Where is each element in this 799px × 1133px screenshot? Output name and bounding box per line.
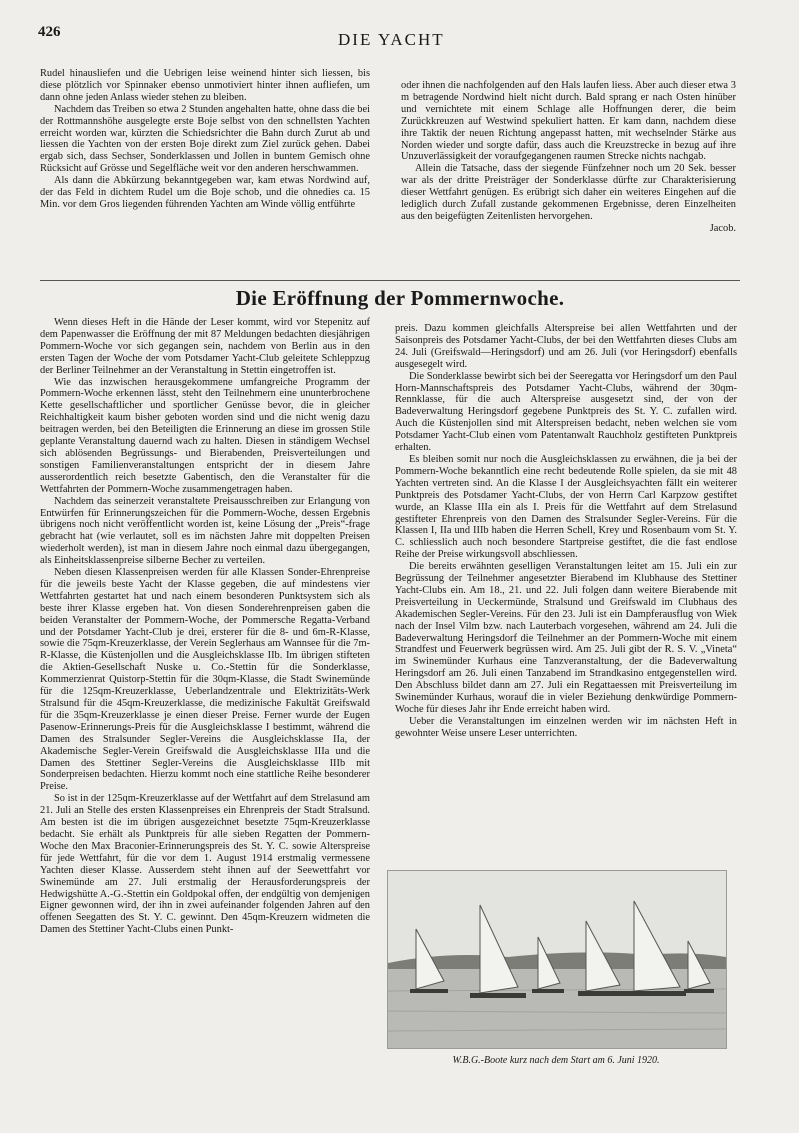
- article-left-column: [40, 317, 370, 936]
- page-number: 426: [38, 24, 61, 40]
- top-left-column: [40, 68, 370, 211]
- paragraph: Als dann die Abkürzung bekanntgegeben war, kam etwas Nordwind auf, der das Feld in dichtem Rudel um die Boje schob, und die ohnedies ca. 15 Min. vor dem Gros liegenden führenden Yachten am Winde völlig entführte: [40, 175, 370, 210]
- article-title: Die Eröffnung der Pommernwoche.: [235, 286, 565, 310]
- paragraph: Die bereits erwähnten geselligen Veranstaltungen leitet am 15. Juli ein zur Begrüssung der Teilnehmer angesetzter Bierabend im Klubhause des Stettiner Yacht-Clubs ein. Am 18., 21. und 22. Juli folgen dann weitere Bierabende mit Preisverteilung in Ueckermünde, Stralsund und Greifswald im Clubhaus des Akademischen Segler-Vereins. Für den 23. Juli ist ein Dampferausflug von Wiek nach der Insel Vilm bzw. nach Lauterbach vorgesehen, während am 24. Juli die Badeverwaltung Heringsdorf die Teilnehmer an der Pommern-Woche mit einem Strandfest und Feuerwerk begrüssen wird. Am 25. Juli gibt der R. S. V. „Vineta“ im Swinemünder Kurhaus eine Tanzveranstaltung, der die Badeverwaltung Heringsdorf am 26. Juli einen Tanzabend im Strandkasino entgegenstellen wird. Den Abschluss bildet dann am 27. Juli ein Regattaessen mit Preisverteilung im Swinemünder Kurhaus, worauf die in vieler Beziehung denkwürdige Pommern-Woche für dieses Jahr ihr Ende erreicht haben wird.: [395, 561, 737, 715]
- sailboat-photo: [387, 870, 727, 1049]
- paragraph: oder ihnen die nachfolgenden auf den Hals laufen liess. Aber auch dieser etwa 3 m betragende Nordwind hielt nicht durch. Bald sprang er nach Osten hinüber und vernichtete mit einem Schlage alle Hoffnungen derer, die beim Zurückkreuzen auf Westwind spekuliert hatten. Er kam dann, nachdem diese ihre Taktik der neuen Richtung angepasst hatten, mit wechselnder Stärke aus Norden wieder und sorgte dafür, dass auch die Kreuzstrecke in bezug auf ihre Unzuverlässigkeit der voraufgegangenen raumen Strecke nichts nachgab.: [401, 80, 736, 163]
- paragraph: Allein die Tatsache, dass der siegende Fünfzehner noch um 20 Sek. besser war als der dritte Preisträger der Sonderklasse dürfte zur Charakterisierung dieser Wettfahrt genügen. Es erübrigt sich daher ein weiteres Eingehen auf die lediglich durch Zufall zustande gekommenen Ergebnisse, deren Einzelheiten aus den beigefügten Zeitenlisten hervorgehen.: [401, 163, 736, 222]
- paragraph: Nachdem das Treiben so etwa 2 Stunden angehalten hatte, ohne dass die bei der Rottmannshöhe ausgelegte erste Boje selbst von den schnellsten Yachten erreicht worden war, kürzten die Schiedsrichter die Bahn durch Zurut ab und liessen die Yachten von der ersten Boje direkt zum Ziel zurück gehen. Dabei ergab sich, dass Sechser, Sonderklassen und Jollen in buntem Gemisch ohne Rücksicht auf Grösse und Segelfläche weit vor den anderen herschwammen.: [40, 103, 370, 175]
- photo-caption: W.B.G.-Boote kurz nach dem Start am 6. Juni 1920.: [452, 1055, 660, 1066]
- sailboat-illustration: [388, 871, 726, 1048]
- paragraph: So ist in der 125qm-Kreuzerklasse auf der Wettfahrt auf dem Strelasund am 21. Juli an Stelle des ersten Klassenpreises ein Ehrenpreis der Stadt Stralsund. Am besten ist die im übrigen ausgezeichnet besetzte 75qm-Kreuzerklasse bedacht. Sie erhält als Punktpreis für alle sieben Regatten der Pommern-Woche den Max Braconier-Erinnerungspreis des St. Y. C. sowie Alterspreise für jede Wettfahrt, für die vor dem 1. August 1914 erstmalig vermessene Yachten dieser Klasse. Ausserdem steht ihnen auf der Seewettfahrt vor Swinemünde am 27. Juli erstmalig der Herausforderungspreis der Hedwigshütte A.-G.-Stettin ein Goldpokal offen, der endgültig von demjenigen Eigner gewonnen wird, der ihn in zwei aufeinander folgenden Jahren auf den offenen Seegatten des St. Y. C. gewinnt. Den 45qm-Kreuzern widmeten die Damen des Stettiner Yacht-Clubs einen Punkt-: [40, 793, 370, 936]
- paragraph: Neben diesen Klassenpreisen werden für alle Klassen Sonder-Ehrenpreise für die jeweils beste Yacht der Klasse gegeben, die auf mindestens vier Wettfahrten gestartet hat und nach einem besonderen Punktsystem sich als beste ihrer Klasse ergeben hat. Von diesen Sonderehrenpreisen gaben die beiden Veranstalter der Pommern-Woche, der Pommersche Regatta-Verband und der Potsdamer Yacht-Club je drei, ersterer für die 8- und 6m-R-Klasse, sowie die 75qm-Kreuzerklasse, der Verein Seglerhaus am Wannsee für die 7m-R-Klasse, die Küstenjollen und die Ausgleichsklasse IIb. Im übrigen stifteten die Aktien-Gesellschaft Nuske u. Co.-Stettin für die Sonderklasse, Kommerzienrat Quistorp-Stettin für die 30qm-Klasse, die Stadt Swinemünde für die 125qm-Kreuzerklasse, Ueberlandzentrale und Elektrizitäts-Werk Stralsund für die 45qm-Kreuzerklasse, die medizinische Fakultät Greifswald für die 35qm-Kreuzerklasse je einen dieser Preise. Ferner wurde der Eugen Pasenow-Erinnerungs-Preis für die Ausgleichsklasse I bestimmt, während die Damen des Stralsunder Segler-Vereins die Ausgleichsklasse IIa, der Akademische Segler-Verein Greifswald die Ausgleichsklasse IIIa und die Damen des Stettiner Segler-Vereins die Ausgleichsklasse IIIb mit Sonderpreisen bedachten. Hierzu kommt noch eine stattliche Reihe besonderer Preise.: [40, 567, 370, 793]
- paragraph: preis. Dazu kommen gleichfalls Alterspreise bei allen Wettfahrten und der Saisonpreis des Potsdamer Yacht-Clubs, der bei den Wettfahrten dieses Clubs am 24. Juli (Greifswald—Heringsdorf) und am 26. Juli (vor Heringsdorf) ebenfalls ausgesegelt wird.: [395, 323, 737, 370]
- running-head: DIE YACHT: [338, 30, 445, 49]
- paragraph: Die Sonderklasse bewirbt sich bei der Seeregatta vor Heringsdorf um den Paul Horn-Mannschaftspreis des Potsdamer Yacht-Clubs, während der 30qm-Rennklasse, für die auch Alterspreise ausgesetzt sind, der von der Badeverwaltung Heringsdorf gegebene Punktpreis des St. Y. C. zufallen wird. Auch die Küstenjollen sind mit Alterspreisen bedacht, neben welchen sie vom Potsdamer Yacht-Club einen vom Patentanwalt Rauchholz gestifteten Punktpreis erhalten.: [395, 370, 737, 454]
- author-signature: Jacob.: [709, 222, 736, 234]
- paragraph: Nachdem das seinerzeit veranstaltete Preisausschreiben zur Erlangung von Entwürfen für Erinnerungszeichen für die Pommern-Woche, dessen Ergebnis übrigens noch nicht veröffentlicht worden ist, keine Lösung der „Preis“-frage gebracht hat (wie verlautet, soll es im nächsten Jahre mit doppelten Preisen wiederholt werden), ist man in diesem Jahre noch einmal dazu übergegangen, als Einheitsklassenpreise silberne Becher zu verteilen.: [40, 495, 370, 567]
- paragraph: Rudel hinausliefen und die Uebrigen leise weinend hinter sich liessen, bis diese plötzlich vor Spinnaker ebenso unmotiviert hinter ihnen aufliefen, um dann ohne jeden Anlass wieder stehen zu bleiben.: [40, 68, 370, 103]
- top-right-column: [401, 80, 736, 235]
- section-divider: [40, 280, 740, 281]
- paragraph: Es bleiben somit nur noch die Ausgleichsklassen zu erwähnen, die ja bei der Pommern-Woche bekanntlich eine recht bedeutende Rolle spielen, da sie mit 48 Yachten vertreten sind. An die Klasse I der Ausgleichsyachten fällt ein weiterer Punktpreis des Potsdamer Yacht-Clubs, der von Herrn Carl Karpzow gestiftet wurde, an Klasse IIIa ein als I. Preis für die Wettfahrt auf dem Strelasund gestifteter Ehrenpreis von den Damen des Stralsunder Segler-Vereins. Für die Klassen I, IIa und IIIb haben die Herren Schell, Krey und Rosenbaum vom St. Y. C. schliesslich auch noch besondere Startpreise gestiftet, die die fast endlose Reihe der Preise wirkungsvoll abschliessen.: [395, 453, 737, 561]
- paragraph: Wie das inzwischen herausgekommene umfangreiche Programm der Pommern-Woche erkennen lässt, steht den Teilnehmern eine ununterbrochene Kette gesellschaftlicher und sportlicher Genüsse bevor, die in gleicher Reichhaltigkeit kaum bisher geboten worden sind und die nicht wenig dazu beitragen werden, bei den Beteiligten die Erinnerung an diese im grossen Stile geplante Veranstaltung dauernd wach zu halten. Diesen in ständigem Wechsel sich ablösenden Begrüssungs- und Bierabenden, Preisverteilungen und sonstigen Familienveranstaltungen entspricht der in diesem Jahre ausserordentlich reich besetzte Gabentisch, den die Veranstalter für die Wettfahrten der Pommern-Woche zusammengetragen haben.: [40, 376, 370, 495]
- article-right-column: [395, 323, 737, 740]
- paragraph: Wenn dieses Heft in die Hände der Leser kommt, wird vor Stepenitz auf dem Papenwasser die Eröffnung der mit 87 Meldungen bedachten diesjährigen Pommern-Woche vor sich gegangen sein, nachdem von Berlin aus in den ersten Tagen der Woche der vom Potsdamer Yacht-Club geleitete Schleppzug der Berliner Teilnehmer an der Veranstaltung in Stettin eingetroffen ist.: [40, 317, 370, 376]
- paragraph: Ueber die Veranstaltungen im einzelnen werden wir im nächsten Heft in gewohnter Weise unsere Leser unterrichten.: [395, 715, 737, 739]
